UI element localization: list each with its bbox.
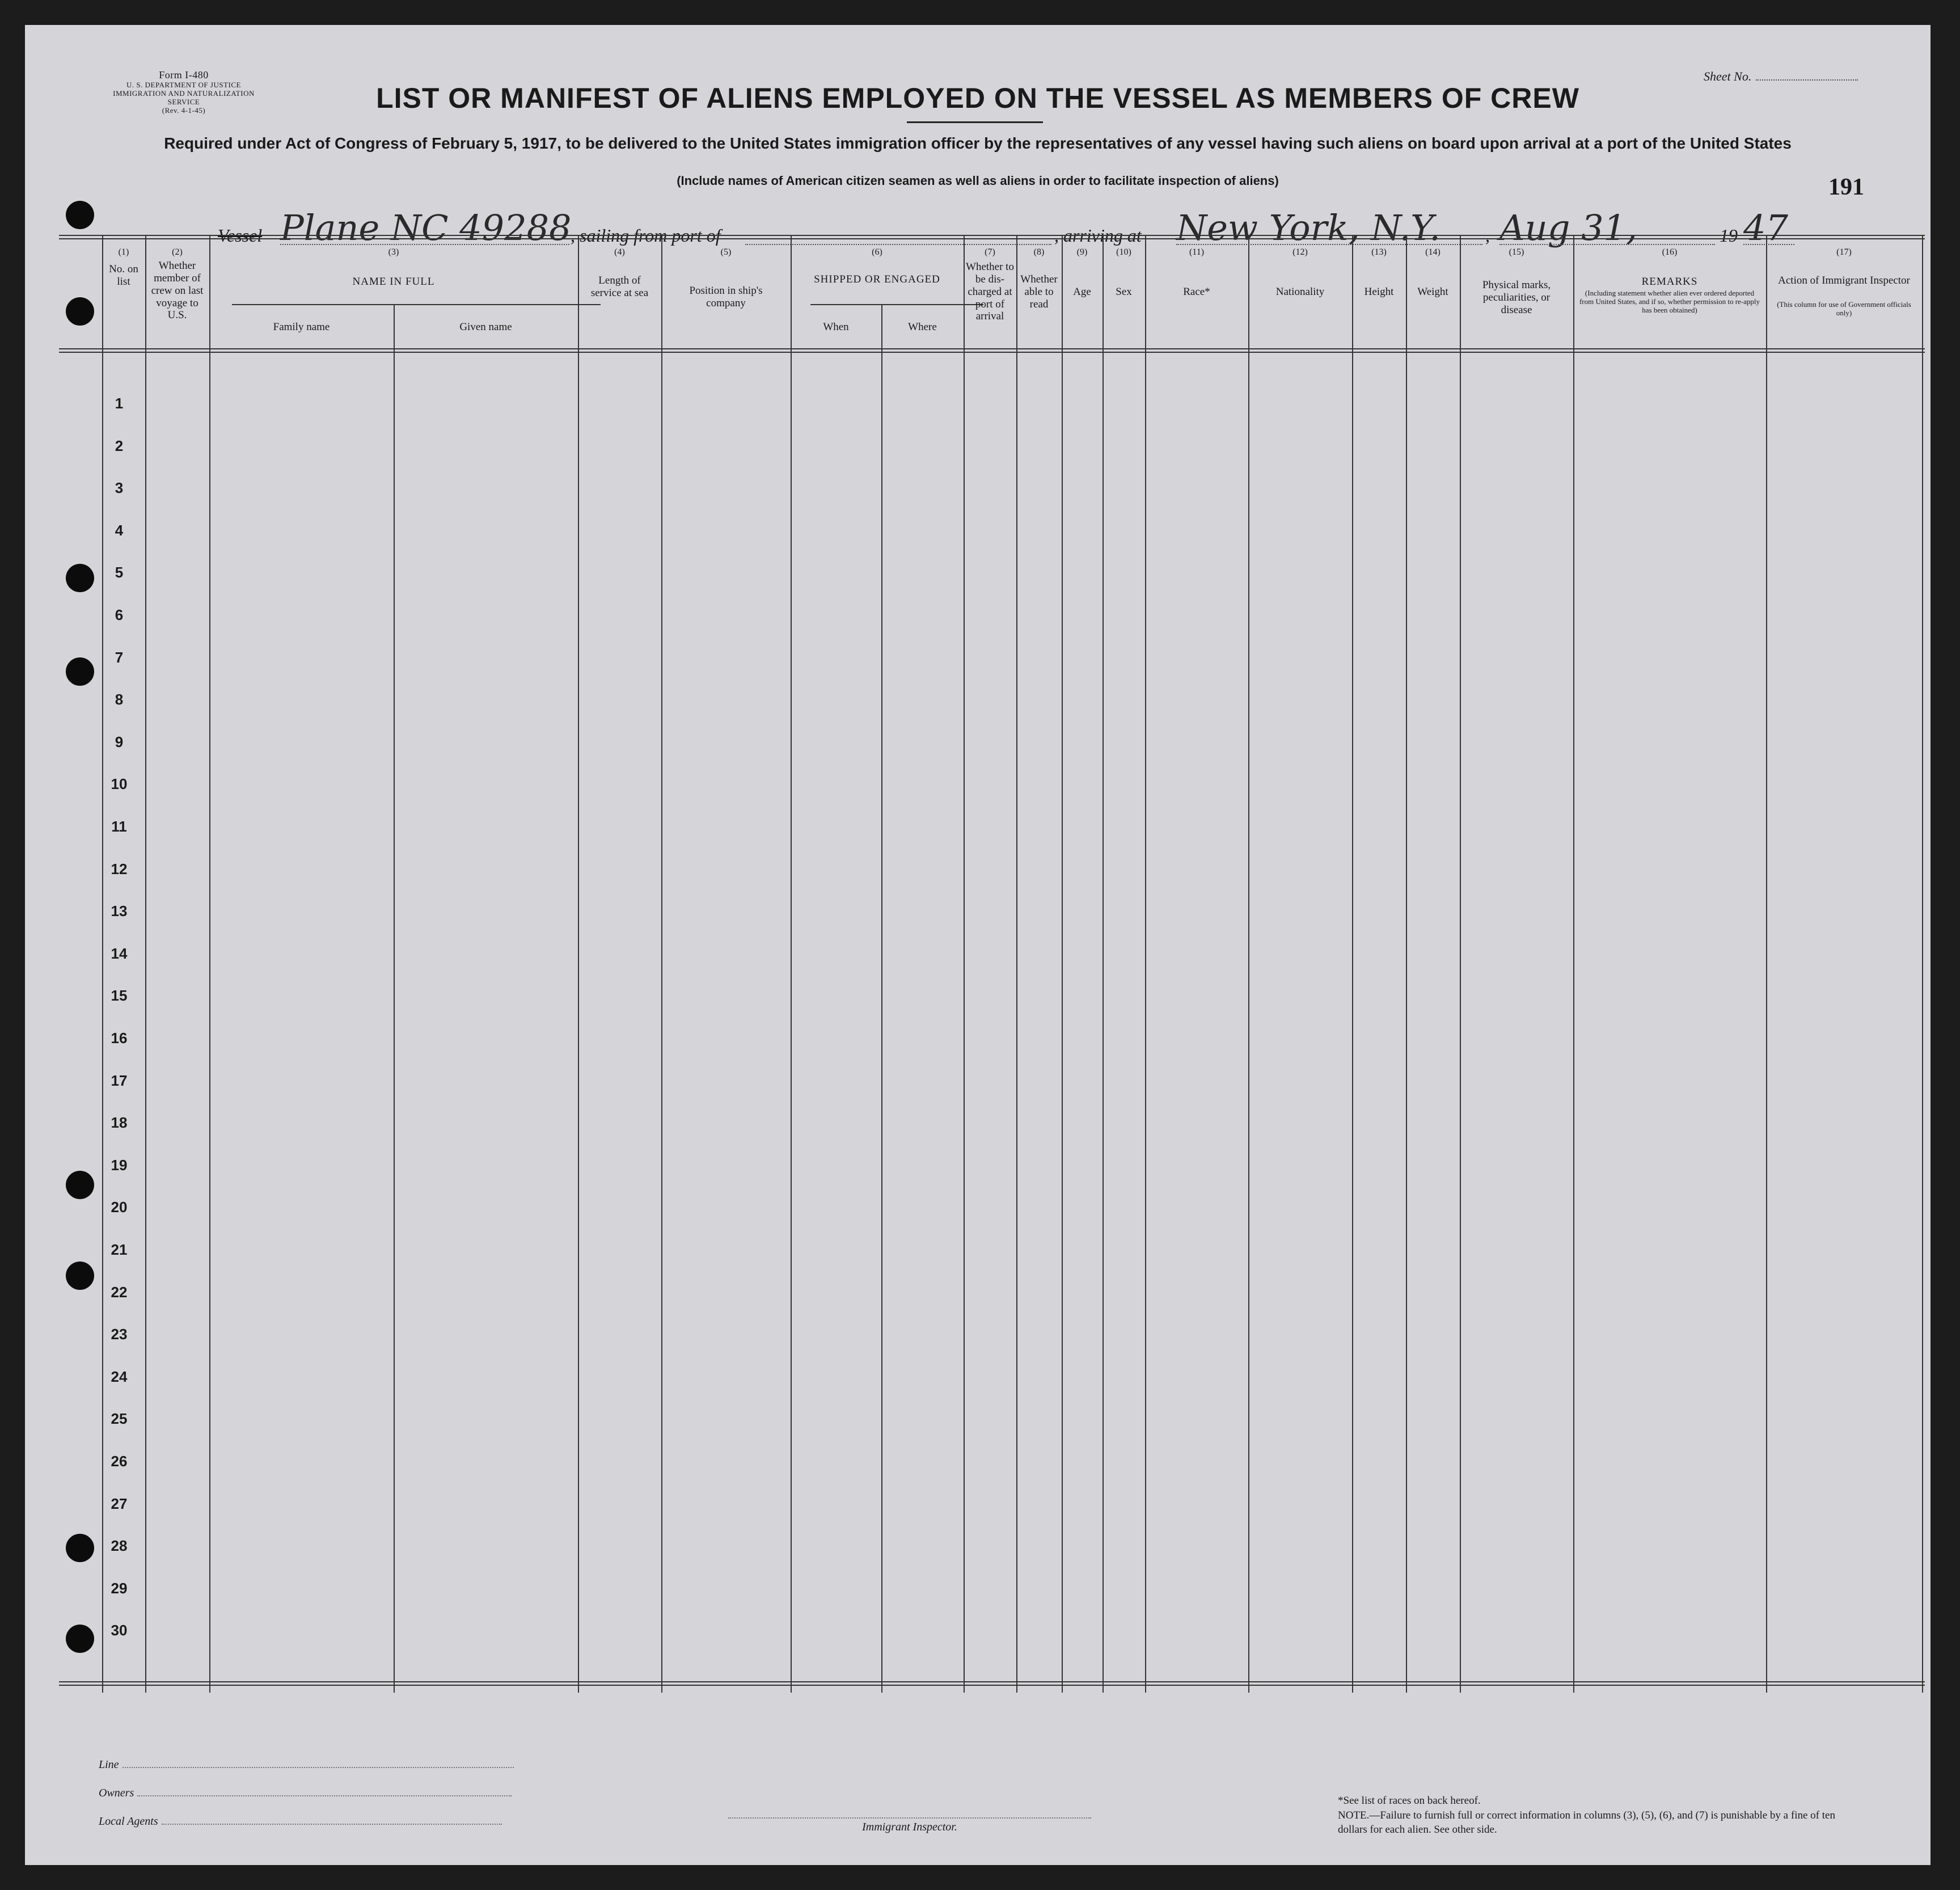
col-16-header: REMARKS bbox=[1641, 276, 1698, 288]
row-number: 21 bbox=[111, 1241, 128, 1258]
vessel-line: Vessel Plane NC 49288 , sailing from port of , arriving at New York, N.Y. , Aug 31, 19 47 bbox=[218, 206, 1817, 252]
arriving-port[interactable]: New York, N.Y. bbox=[1176, 207, 1441, 248]
races-note: *See list of races on back hereof. bbox=[1338, 1795, 1481, 1807]
row-number: 30 bbox=[111, 1622, 128, 1639]
col-7-num: (7) bbox=[985, 247, 995, 257]
arrival-date[interactable]: Aug 31, bbox=[1499, 207, 1637, 248]
col-11-num: (11) bbox=[1189, 247, 1205, 257]
row-number: 29 bbox=[111, 1580, 128, 1597]
col-6-num: (6) bbox=[872, 247, 882, 257]
row-number: 4 bbox=[115, 522, 124, 539]
row-number: 9 bbox=[115, 733, 124, 750]
include-note: (Include names of American citizen seamen as well as aliens in order to facilitate inspection of aliens) bbox=[677, 174, 1279, 188]
row-number: 19 bbox=[111, 1157, 128, 1174]
year-suffix[interactable]: 47 bbox=[1743, 207, 1788, 248]
line-field[interactable] bbox=[99, 1758, 514, 1771]
sailing-label: , sailing from port of bbox=[571, 225, 721, 246]
row-number: 2 bbox=[115, 437, 124, 454]
col-2-num: (2) bbox=[172, 247, 183, 257]
row-number: 27 bbox=[111, 1495, 128, 1512]
title-divider bbox=[907, 121, 1043, 123]
agents-field[interactable] bbox=[99, 1815, 502, 1828]
col-13-num: (13) bbox=[1371, 247, 1387, 257]
col-2-header: Whether member of crew on last voyage to U.S. bbox=[151, 260, 204, 322]
col-17-num: (17) bbox=[1836, 247, 1852, 257]
col-6-where-header: Where bbox=[908, 321, 937, 333]
col-14-header: Weight bbox=[1417, 286, 1448, 298]
form-service: IMMIGRATION AND NATURALIZATION SERVICE bbox=[113, 88, 255, 106]
punch-hole bbox=[66, 1171, 94, 1199]
penalty-note: NOTE.—Failure to furnish full or correct information in columns (3), (5), (6), and (7) is punishable by a fine of ten dollars for each alien. See other side. bbox=[1338, 1809, 1835, 1836]
agents-label: Local Agents bbox=[99, 1815, 158, 1828]
sheet-label: Sheet No. bbox=[1704, 69, 1752, 83]
col-4-header: Length of service at sea bbox=[590, 275, 649, 299]
inspector-signature-line[interactable]: Immigrant Inspector. bbox=[728, 1817, 1091, 1834]
col-9-header: Age bbox=[1073, 286, 1091, 298]
row-number: 10 bbox=[111, 775, 128, 792]
row-number: 25 bbox=[111, 1410, 128, 1427]
manifest-page bbox=[25, 25, 1931, 1865]
row-number: 15 bbox=[111, 987, 128, 1004]
page-number: 191 bbox=[1828, 174, 1864, 200]
punch-hole bbox=[66, 1262, 94, 1290]
row-number: 12 bbox=[111, 860, 128, 878]
col-3-given-header: Given name bbox=[459, 321, 512, 333]
row-number: 11 bbox=[111, 818, 127, 835]
col-16-num: (16) bbox=[1662, 247, 1678, 257]
punch-hole bbox=[66, 564, 94, 592]
col-5-header: Position in ship's company bbox=[689, 285, 763, 309]
row-number: 16 bbox=[111, 1030, 128, 1047]
arriving-label: , arriving at bbox=[1054, 225, 1142, 246]
col-6-header: SHIPPED OR ENGAGED bbox=[814, 273, 940, 285]
row-number: 22 bbox=[111, 1284, 128, 1301]
owners-field[interactable] bbox=[99, 1787, 512, 1800]
page-subtitle: Required under Act of Congress of February 5, 1917, to be delivered to the United States immigration officer by the representatives of any vessel having such aliens on board upon arrival at a port of the United States bbox=[164, 134, 1792, 152]
row-number: 14 bbox=[111, 945, 128, 962]
col-10-num: (10) bbox=[1116, 247, 1131, 257]
col-8-header: Whether able to read bbox=[1020, 273, 1058, 310]
row-number: 3 bbox=[115, 479, 124, 496]
row-number: 8 bbox=[115, 691, 124, 708]
form-dept: U. S. DEPARTMENT OF JUSTICE bbox=[126, 80, 241, 89]
row-number: 26 bbox=[111, 1453, 128, 1470]
col-8-num: (8) bbox=[1033, 247, 1045, 257]
col-12-header: Nationality bbox=[1275, 286, 1325, 298]
col-11-header: Race* bbox=[1183, 286, 1210, 298]
line-label: Line bbox=[99, 1758, 119, 1771]
row-number: 18 bbox=[111, 1114, 128, 1131]
col-9-num: (9) bbox=[1076, 247, 1088, 257]
row-number: 5 bbox=[115, 564, 124, 581]
owners-label: Owners bbox=[99, 1787, 134, 1799]
col-16-note: (Including statement whether alien ever ordered deported from United States, and if so, whether permission to re-apply has been obtained) bbox=[1579, 289, 1760, 314]
punch-hole bbox=[66, 657, 94, 686]
vessel-name[interactable]: Plane NC 49288 bbox=[280, 207, 572, 248]
col-10-header: Sex bbox=[1116, 286, 1132, 298]
row-number: 13 bbox=[111, 902, 128, 919]
col-1-header: No. on list bbox=[109, 263, 138, 288]
punch-hole bbox=[66, 297, 94, 326]
col-13-header: Height bbox=[1364, 286, 1394, 298]
col-1-num: (1) bbox=[118, 247, 129, 257]
row-number: 24 bbox=[111, 1368, 128, 1385]
col-7-header: Whether to be dis-charged at port of arrival bbox=[966, 261, 1014, 323]
crew-table bbox=[59, 235, 1925, 1693]
row-number: 20 bbox=[111, 1199, 128, 1216]
col-3-family-header: Family name bbox=[273, 321, 330, 333]
col-12-num: (12) bbox=[1292, 247, 1308, 257]
vessel-label: Vessel bbox=[218, 225, 263, 246]
col-6-when-header: When bbox=[823, 321, 849, 333]
col-3-num: (3) bbox=[388, 247, 399, 257]
col-5-num: (5) bbox=[720, 247, 732, 257]
form-rev: (Rev. 4-1-45) bbox=[162, 106, 206, 115]
row-number: 28 bbox=[111, 1537, 128, 1554]
punch-hole bbox=[66, 201, 94, 229]
col-17-note: (This column for use of Government officials only) bbox=[1777, 300, 1911, 317]
year-prefix: 19 bbox=[1720, 225, 1738, 246]
punch-hole bbox=[66, 1625, 94, 1653]
row-number: 6 bbox=[115, 606, 124, 623]
col-4-num: (4) bbox=[614, 247, 625, 257]
col-14-num: (14) bbox=[1425, 247, 1441, 257]
footer-notes bbox=[1338, 1794, 1848, 1837]
col-15-header: Physical marks, peculiarities, or disease bbox=[1482, 279, 1551, 316]
row-number: 17 bbox=[111, 1072, 128, 1089]
col-15-num: (15) bbox=[1509, 247, 1524, 257]
row-number: 23 bbox=[111, 1326, 128, 1343]
col-17-header: Action of Immigrant Inspector bbox=[1778, 275, 1910, 286]
col-3-header: NAME IN FULL bbox=[352, 276, 435, 288]
row-number: 1 bbox=[115, 395, 124, 412]
page-title: LIST OR MANIFEST OF ALIENS EMPLOYED ON THE VESSEL AS MEMBERS OF CREW bbox=[376, 82, 1579, 114]
punch-hole bbox=[66, 1534, 94, 1562]
form-number: Form I-480 bbox=[159, 69, 209, 81]
row-number: 7 bbox=[115, 649, 124, 666]
